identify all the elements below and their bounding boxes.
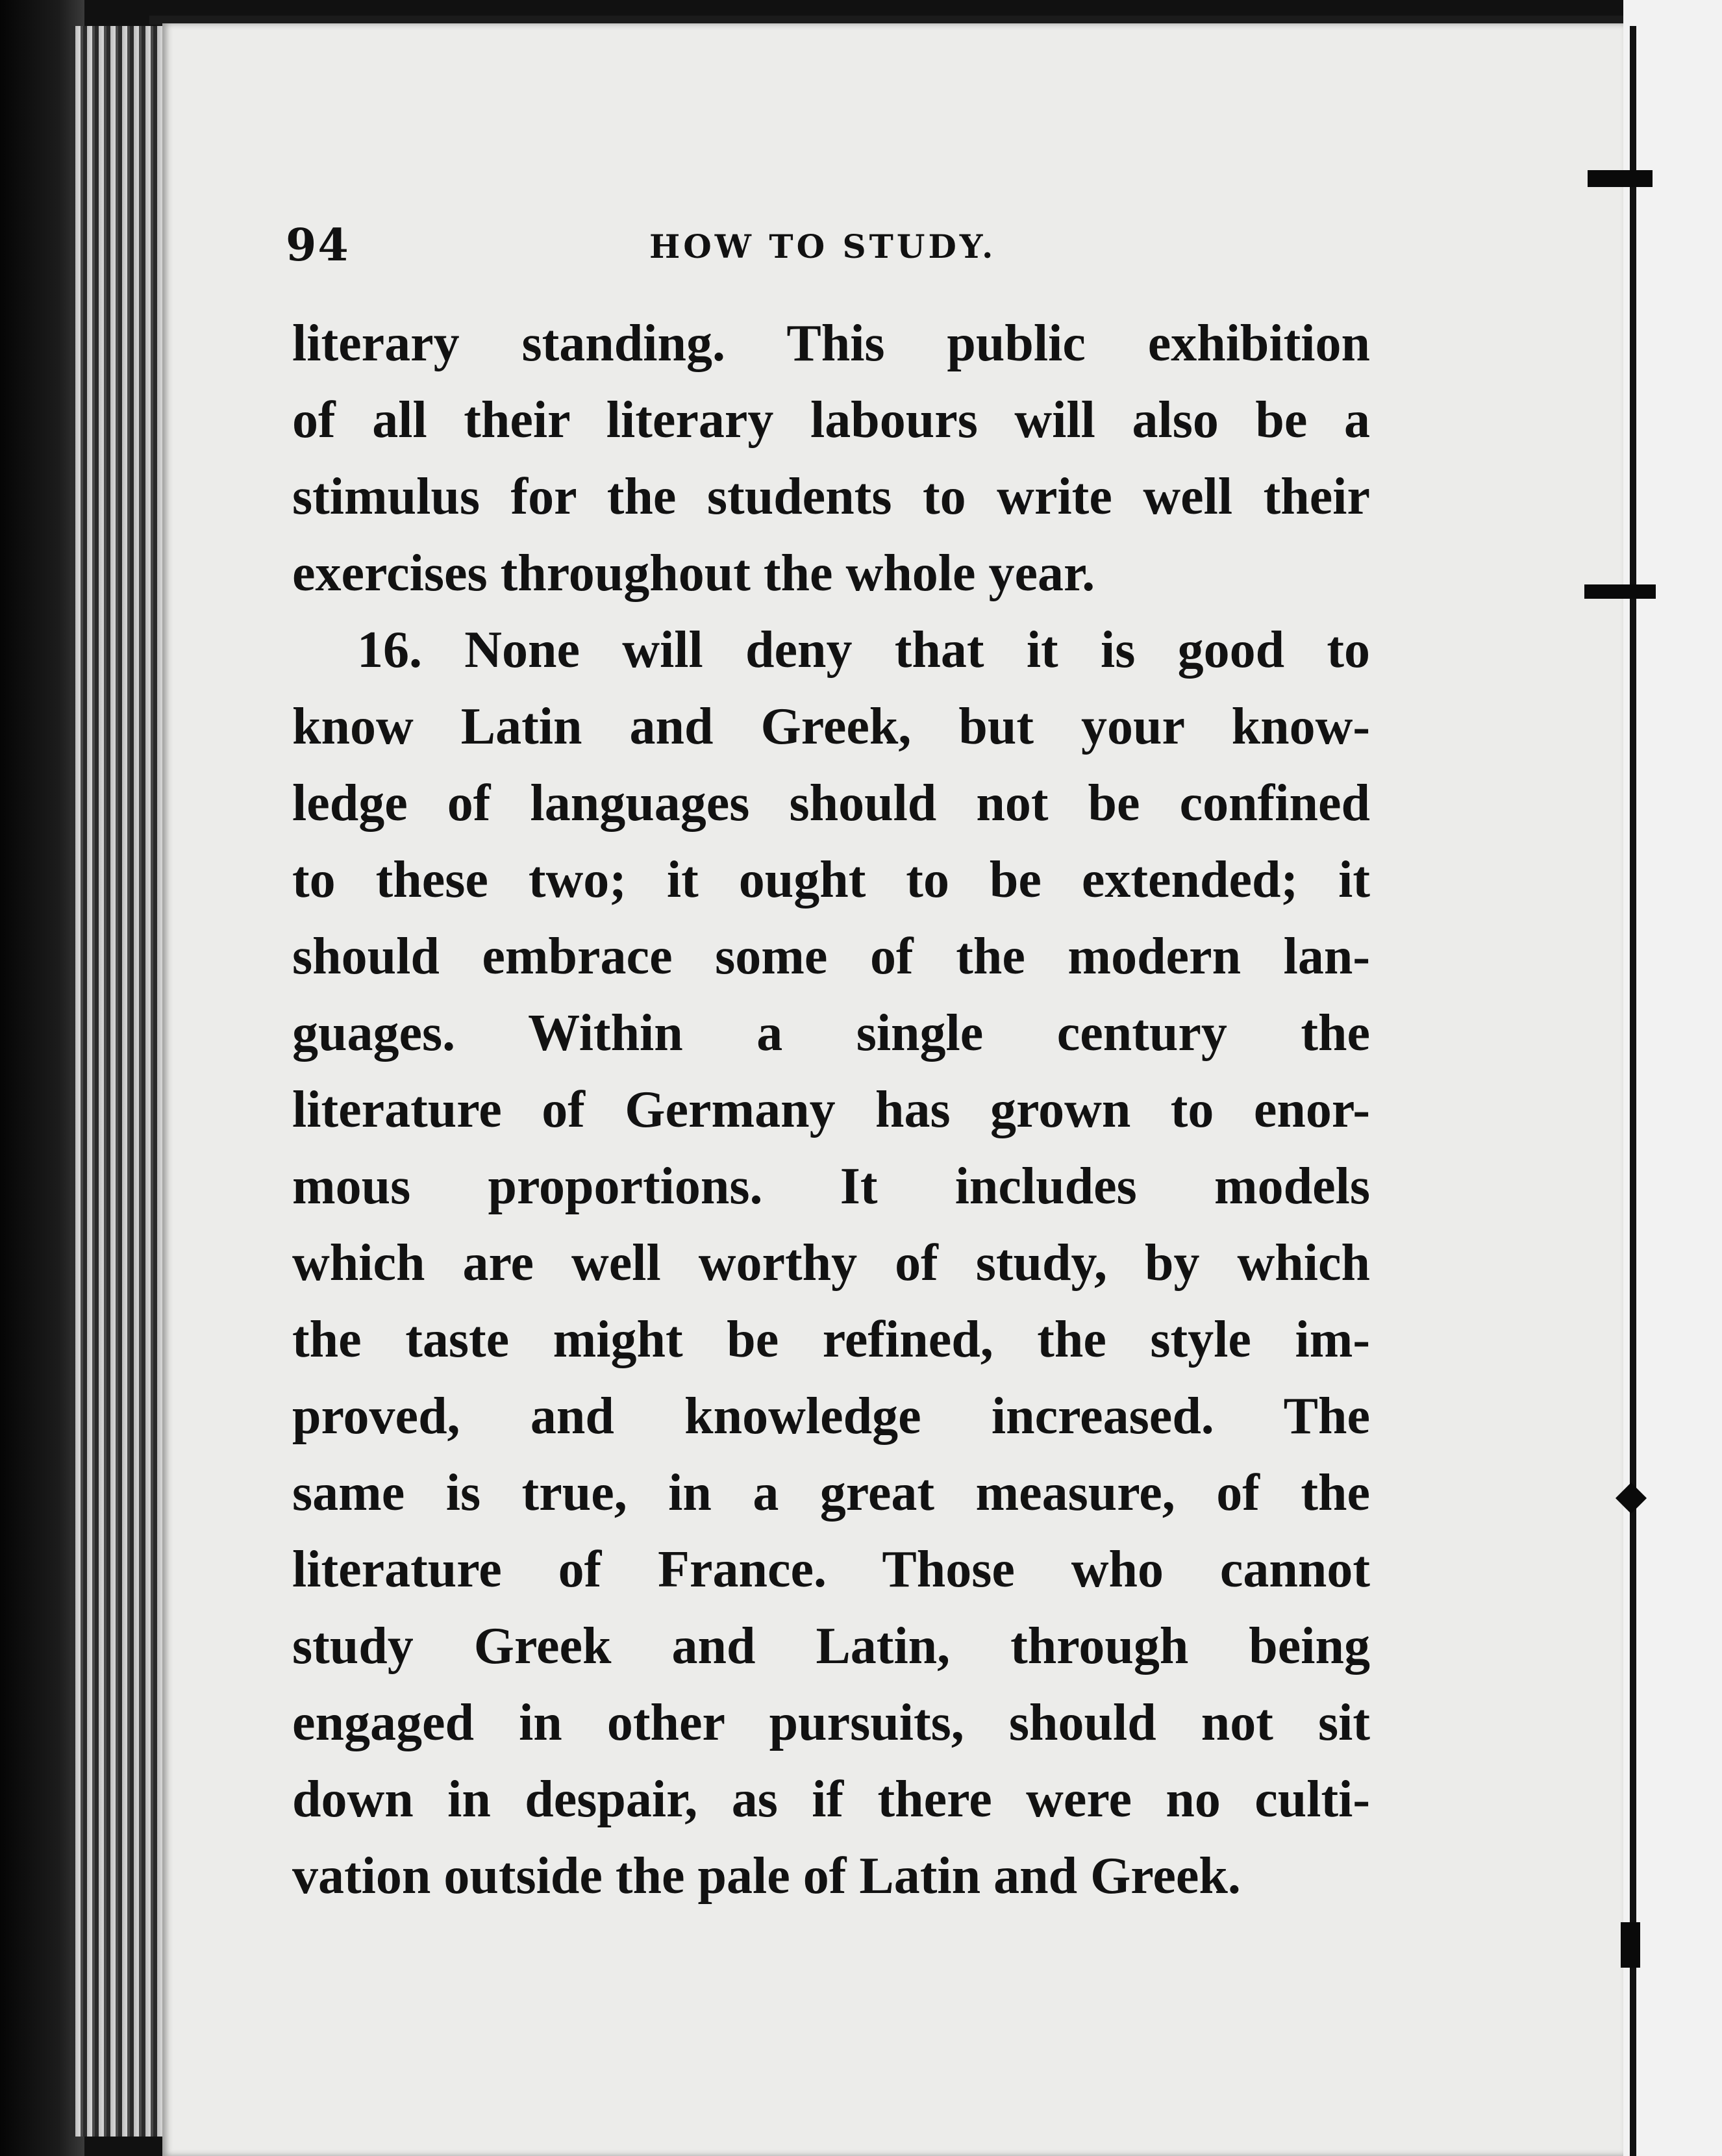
text-line: should embrace some of the modern lan- bbox=[292, 928, 1370, 985]
text-line: the taste might be refined, the style im- bbox=[292, 1311, 1370, 1368]
text-line: literary standing. This public exhibition bbox=[292, 315, 1370, 372]
text-line: ledge of languages should not be confined bbox=[292, 775, 1370, 832]
text-line: study Greek and Latin, through being bbox=[292, 1618, 1370, 1675]
page-header bbox=[286, 219, 1390, 271]
body-text bbox=[292, 305, 1370, 1914]
text-line: 16. None will deny that it is good to bbox=[357, 621, 1370, 679]
text-line: know Latin and Greek, but your know- bbox=[292, 698, 1370, 755]
text-line: stimulus for the students to write well their bbox=[292, 468, 1370, 525]
gutter-mark-top bbox=[1588, 170, 1653, 187]
text-line: of all their literary labours will also be a bbox=[292, 392, 1370, 449]
text-line: engaged in other pursuits, should not sit bbox=[292, 1694, 1370, 1751]
page-edges bbox=[71, 26, 169, 2137]
running-head: HOW TO STUDY. bbox=[649, 227, 997, 266]
text-line: exercises throughout the whole year. bbox=[292, 545, 1095, 602]
text-line: proved, and knowledge increased. The bbox=[292, 1388, 1370, 1445]
text-line: mous proportions. It includes models bbox=[292, 1158, 1370, 1215]
gutter-line bbox=[1630, 26, 1636, 2156]
text-line: vation outside the pale of Latin and Greek. bbox=[292, 1848, 1241, 1905]
page-number: 94 bbox=[286, 219, 350, 271]
text-line: to these two; it ought to be extended; it bbox=[292, 851, 1370, 909]
text-line: literature of France. Those who cannot bbox=[292, 1541, 1370, 1598]
text-line: same is true, in a great measure, of the bbox=[292, 1464, 1370, 1522]
facing-page-edge bbox=[1623, 0, 1722, 2156]
gutter-mark-bottom bbox=[1621, 1922, 1640, 1968]
text-line: down in despair, as if there were no culti- bbox=[292, 1771, 1370, 1828]
text-line: guages. Within a single century the bbox=[292, 1005, 1370, 1062]
text-line: which are well worthy of study, by which bbox=[292, 1235, 1370, 1292]
text-line: literature of Germany has grown to enor- bbox=[292, 1081, 1370, 1138]
gutter-mark-middle bbox=[1584, 584, 1656, 599]
